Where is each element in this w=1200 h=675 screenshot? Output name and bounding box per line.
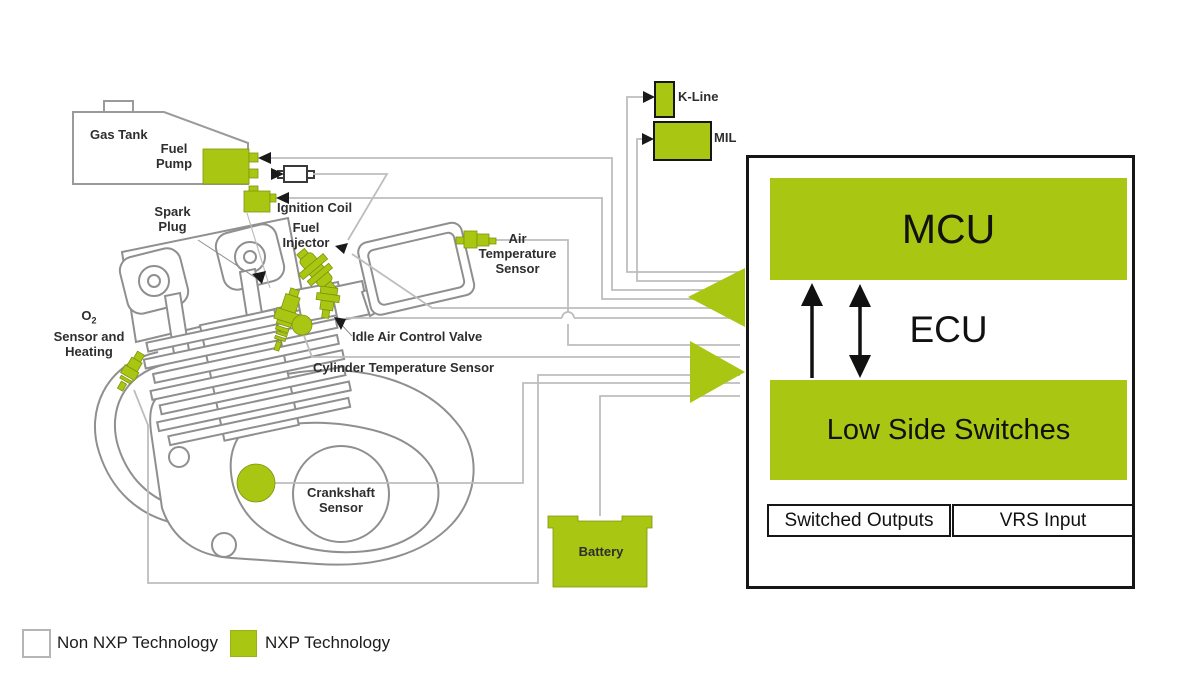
fuel-pump-label: Fuel Pump bbox=[155, 141, 193, 171]
legend-non-nxp-swatch bbox=[22, 629, 51, 658]
gas-tank-label: Gas Tank bbox=[90, 127, 148, 142]
switched-outputs-box: Switched Outputs bbox=[767, 504, 951, 537]
battery-label: Battery bbox=[578, 544, 624, 559]
crankshaft-sensor-label: Crankshaft Sensor bbox=[307, 485, 375, 515]
low-side-switches-label: Low Side Switches bbox=[826, 413, 1071, 446]
mcu-label: MCU bbox=[901, 205, 996, 252]
air-temp-sensor-label: Air Temperature Sensor bbox=[478, 231, 557, 276]
cylinder-temp-sensor-label: Cylinder Temperature Sensor bbox=[313, 360, 495, 375]
idle-air-valve-label: Idle Air Control Valve bbox=[352, 329, 483, 344]
legend-nxp-label: NXP Technology bbox=[265, 633, 391, 652]
legend-non-nxp-label: Non NXP Technology bbox=[57, 633, 218, 652]
k-line-label: K-Line bbox=[678, 89, 719, 104]
o2-sensor-label: $O_2$ Sensor and Heating bbox=[53, 308, 125, 359]
vrs-input-box: VRS Input bbox=[952, 504, 1134, 537]
mil-label: MIL bbox=[714, 130, 737, 145]
spark-plug-label: Spark Plug bbox=[154, 204, 191, 234]
fuel-injector-label: Fuel Injector bbox=[282, 220, 330, 250]
legend-nxp-swatch bbox=[230, 630, 257, 657]
ignition-coil-label: Ignition Coil bbox=[277, 200, 353, 215]
ecu-label: ECU bbox=[909, 309, 988, 350]
